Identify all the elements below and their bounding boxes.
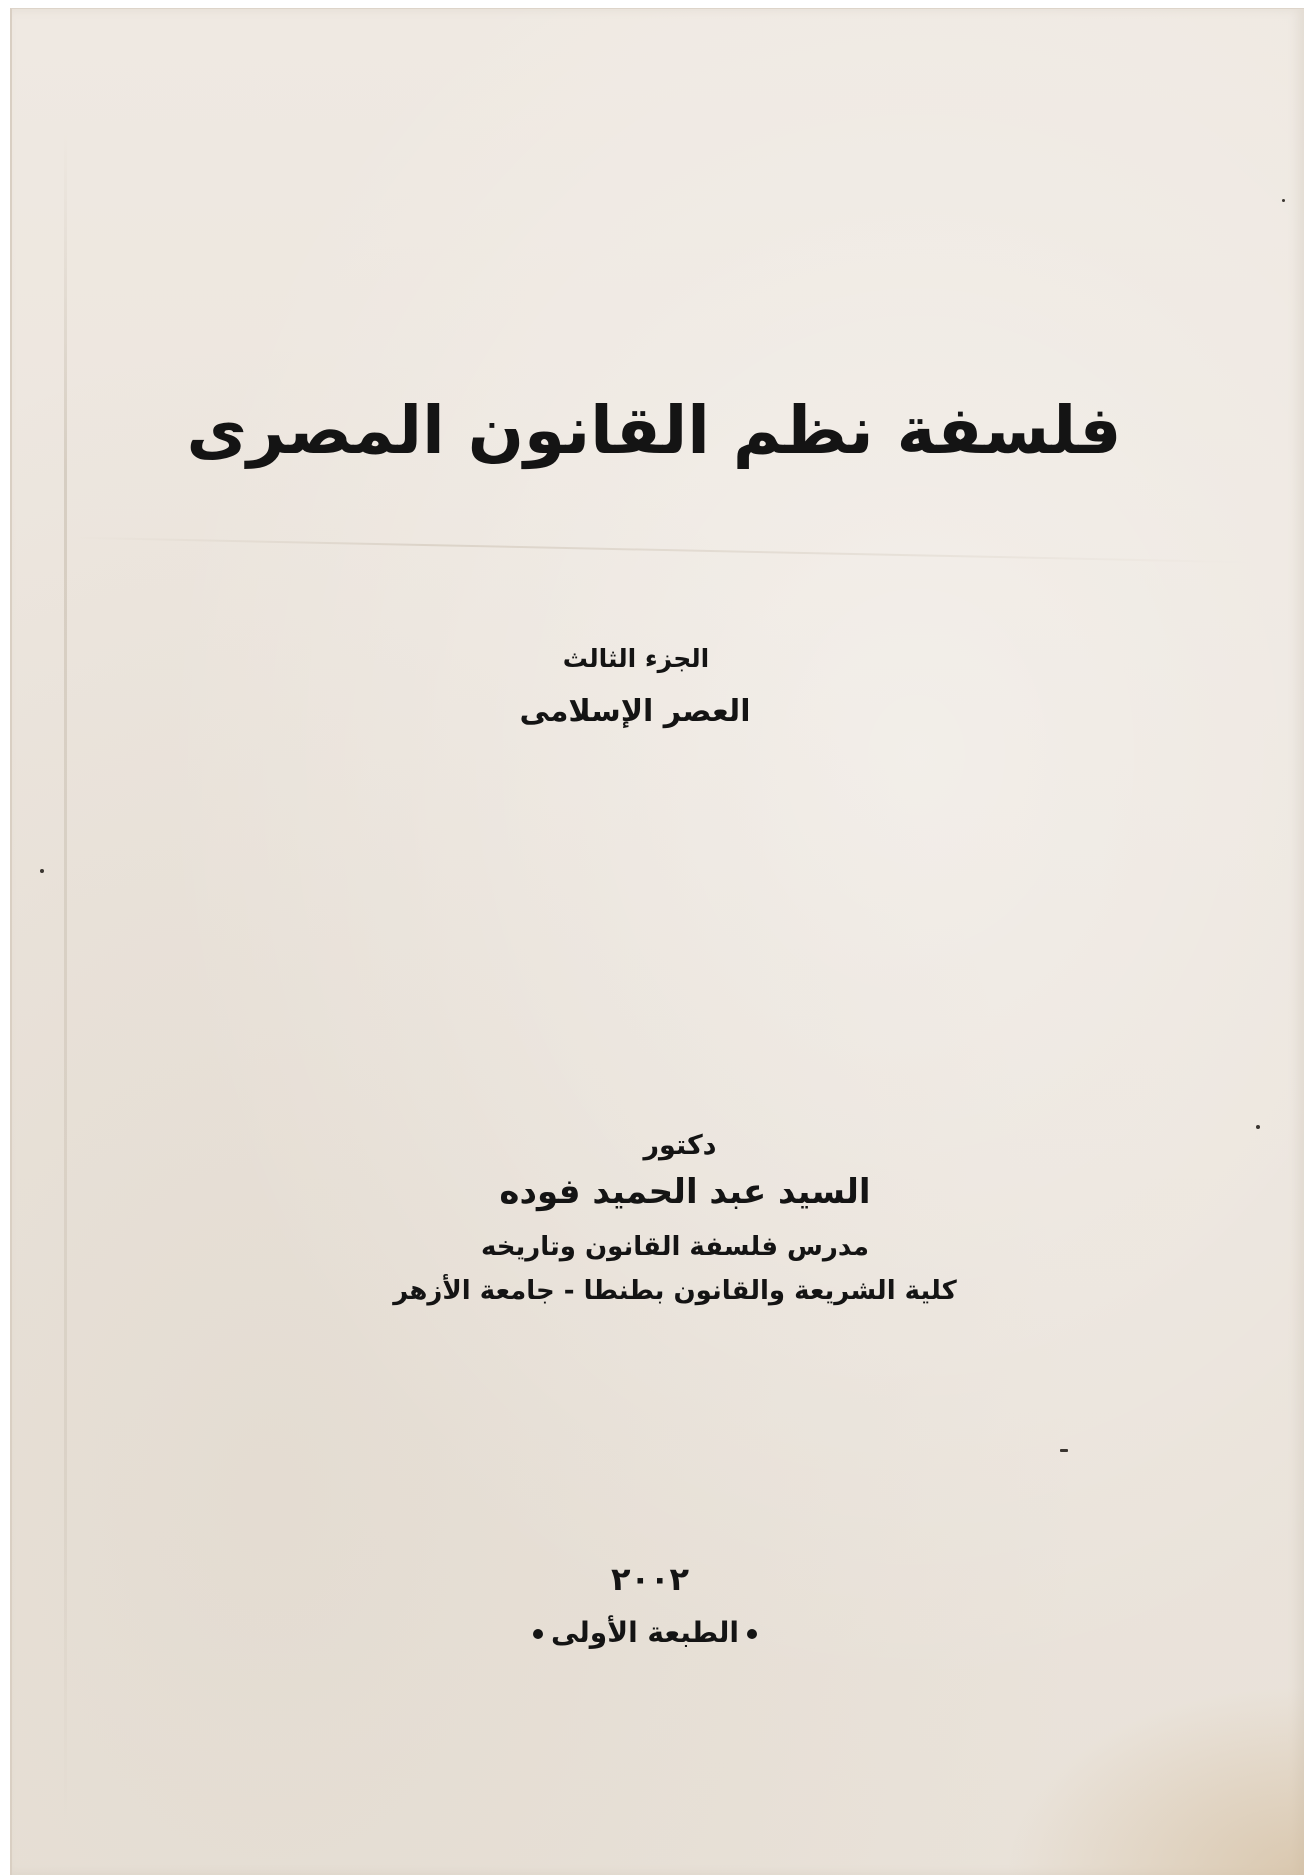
spine-shadow	[64, 129, 67, 1829]
bullet-icon	[747, 1629, 757, 1639]
ink-speck	[1256, 1125, 1260, 1129]
ink-speck	[1282, 199, 1285, 202]
edition-line	[500, 1616, 790, 1649]
book-title: فلسفة نظم القانون المصرى	[186, 392, 1122, 469]
edition-label: الطبعة الأولى	[550, 1616, 740, 1649]
bullet-icon	[533, 1629, 543, 1639]
author-name: السيد عبد الحميد فوده	[499, 1172, 871, 1212]
publication-year: ٢٠٠٢	[610, 1560, 690, 1598]
volume-part: الجزء الثالث	[562, 644, 710, 673]
author-affiliation: كلية الشريعة والقانون بطنطا - جامعة الأزهر	[393, 1276, 957, 1306]
volume-subtitle: العصر الإسلامى	[519, 694, 751, 729]
author-prefix: دكتور	[643, 1130, 717, 1161]
ink-speck	[1060, 1449, 1068, 1452]
author-role: مدرس فلسفة القانون وتاريخه	[480, 1232, 870, 1262]
ink-speck	[40, 869, 44, 873]
paper-crease	[72, 537, 1252, 564]
corner-stain	[1004, 1685, 1304, 1875]
